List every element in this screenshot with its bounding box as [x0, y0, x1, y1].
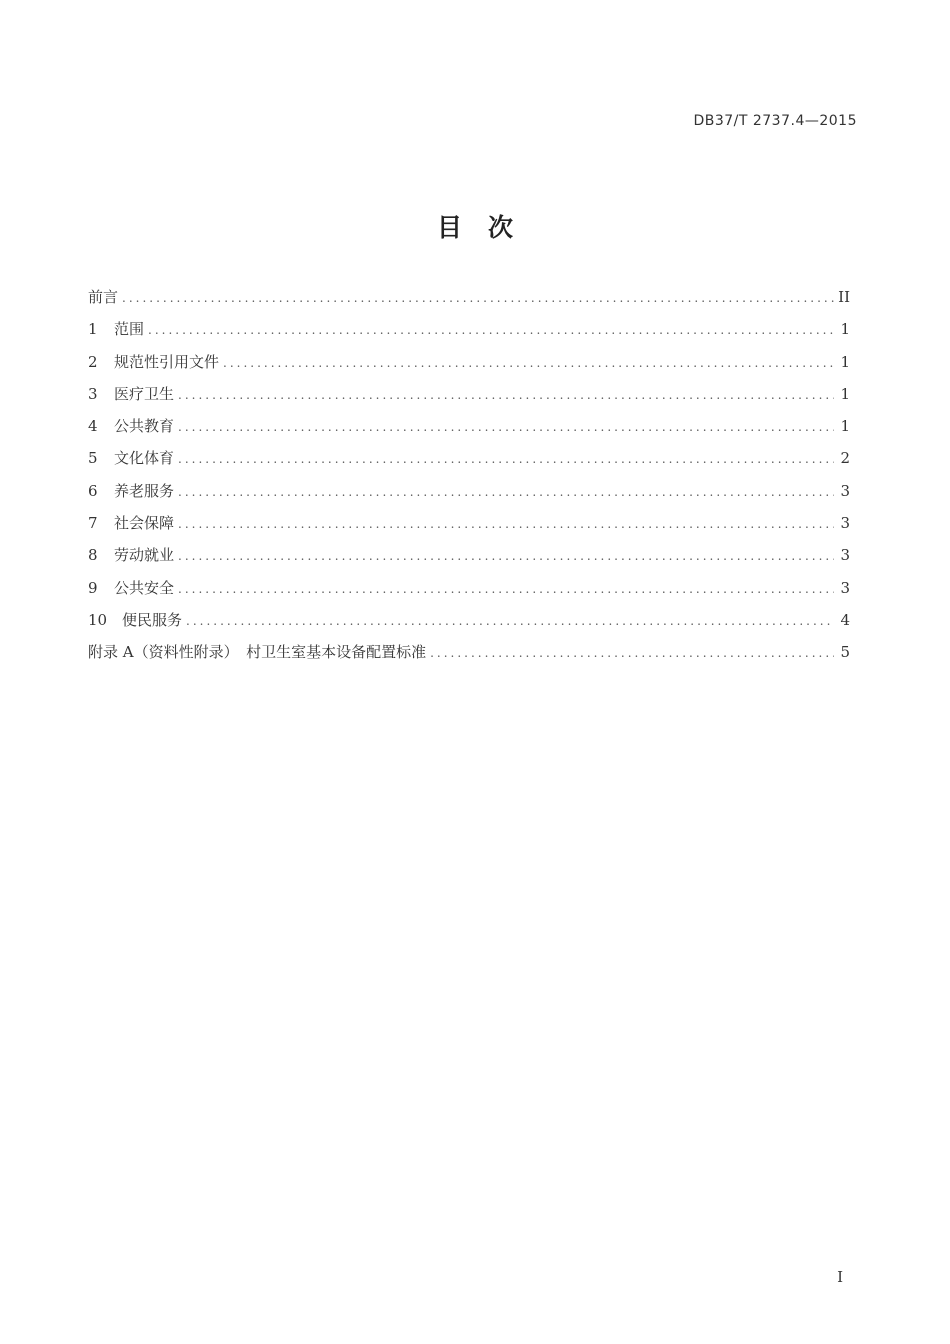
toc-entry-title: 文化体育 — [114, 449, 175, 468]
toc-entry-label — [88, 383, 174, 404]
toc-leader-dots — [178, 517, 834, 531]
toc-entry-title: 公共安全 — [114, 578, 175, 597]
toc-entry-normative-references[interactable] — [88, 351, 850, 383]
toc-leader-dots — [178, 582, 834, 596]
toc-leader-dots — [122, 291, 834, 305]
toc-entry-title: 便民服务 — [122, 610, 183, 629]
toc-entry-page: 3 — [840, 546, 850, 565]
toc-entry-convenience-services[interactable] — [88, 609, 850, 641]
toc-entry-page: 1 — [840, 352, 850, 371]
toc-entry-foreword[interactable] — [88, 286, 850, 318]
toc-entry-elderly-care[interactable] — [88, 480, 850, 512]
toc-entry-label — [88, 512, 174, 533]
toc-leader-dots — [178, 485, 834, 499]
toc-leader-dots — [178, 549, 834, 563]
toc-entry-number: 4 — [88, 417, 98, 436]
toc-leader-dots — [186, 614, 834, 628]
toc-entry-label — [88, 318, 144, 339]
toc-entry-label: 前言 — [88, 288, 119, 306]
toc-entry-number: 9 — [88, 578, 98, 597]
toc-entry-title: 劳动就业 — [114, 546, 175, 565]
toc-entry-page: 1 — [840, 320, 850, 339]
toc-entry-title: 公共教育 — [114, 417, 175, 436]
toc-entry-label: 附录 A（资料性附录） 村卫生室基本设备配置标准 — [88, 643, 427, 662]
toc-leader-dots — [178, 420, 834, 434]
toc-entry-page: 3 — [840, 514, 850, 533]
toc-entry-label — [88, 544, 174, 565]
toc-entry-employment[interactable] — [88, 544, 850, 576]
toc-entry-title: 范围 — [114, 320, 145, 339]
document-id: DB37/T 2737.4—2015 — [693, 113, 857, 129]
toc-leader-dots — [430, 646, 834, 660]
toc-entry-number: 1 — [88, 320, 98, 339]
toc-entry-label — [88, 480, 174, 501]
toc-entry-culture-sports[interactable] — [88, 447, 850, 479]
toc-entry-number: 3 — [88, 384, 98, 403]
toc-entry-title: 医疗卫生 — [114, 384, 175, 403]
toc-entry-page: II — [838, 288, 850, 306]
toc-leader-dots — [178, 388, 834, 402]
page-number: I — [837, 1268, 843, 1286]
toc-entry-number: 2 — [88, 352, 98, 371]
toc-entry-label — [88, 351, 219, 372]
toc-entry-number: 5 — [88, 449, 98, 468]
toc-leader-dots — [178, 452, 834, 466]
toc-entry-title: 养老服务 — [114, 481, 175, 500]
toc-entry-label — [88, 415, 174, 436]
table-of-contents — [88, 286, 850, 674]
toc-entry-page: 3 — [840, 481, 850, 500]
toc-entry-public-education[interactable] — [88, 415, 850, 447]
toc-entry-page: 4 — [840, 610, 850, 629]
toc-title: 目次 — [436, 213, 539, 242]
toc-leader-dots — [148, 323, 834, 337]
toc-entry-page: 1 — [840, 417, 850, 436]
toc-entry-page: 2 — [840, 449, 850, 468]
toc-entry-public-safety[interactable] — [88, 577, 850, 609]
toc-entry-page: 3 — [840, 578, 850, 597]
toc-entry-label — [88, 577, 174, 598]
toc-entry-medical-health[interactable] — [88, 383, 850, 415]
toc-entry-label — [88, 447, 174, 468]
toc-entry-title: 规范性引用文件 — [114, 352, 220, 371]
toc-entry-page: 5 — [840, 643, 850, 662]
toc-entry-appendix-a[interactable] — [88, 641, 850, 673]
toc-leader-dots — [223, 356, 834, 370]
toc-entry-number: 6 — [88, 481, 98, 500]
toc-entry-page: 1 — [840, 384, 850, 403]
toc-entry-scope[interactable] — [88, 318, 850, 350]
toc-entry-number: 7 — [88, 514, 98, 533]
toc-entry-title: 社会保障 — [114, 514, 175, 533]
toc-entry-number: 8 — [88, 546, 98, 565]
toc-entry-label — [88, 609, 182, 630]
toc-entry-number: 10 — [88, 610, 108, 629]
toc-entry-social-security[interactable] — [88, 512, 850, 544]
